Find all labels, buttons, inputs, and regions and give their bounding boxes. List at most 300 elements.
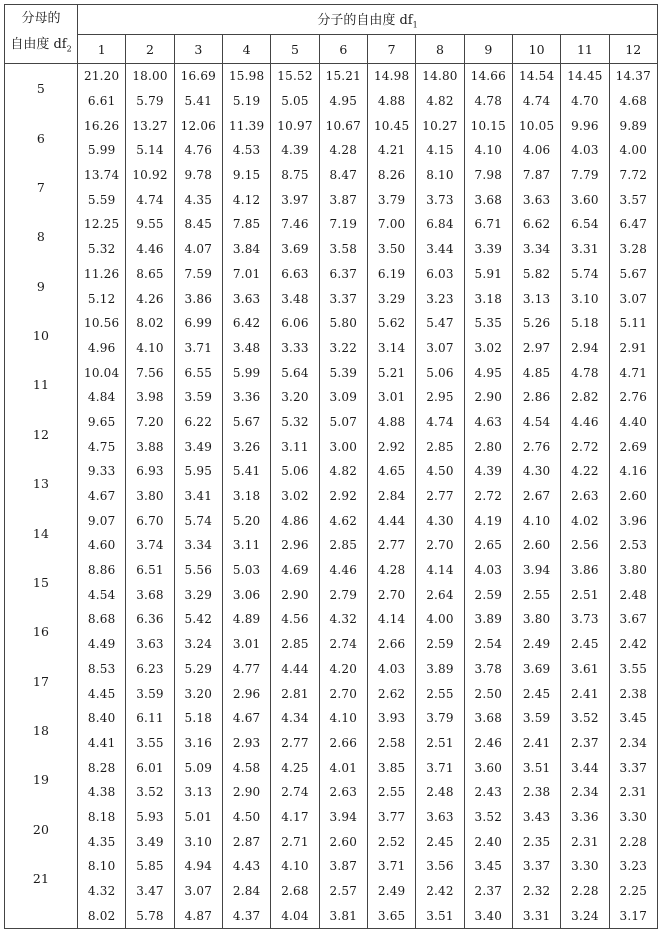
denominator-df-cell: 8	[5, 212, 78, 261]
table-header	[5, 5, 658, 64]
critical-value-cell: 4.67	[78, 484, 126, 509]
critical-value-cell: 2.52	[367, 829, 415, 854]
critical-value-cell: 4.38	[78, 780, 126, 805]
critical-value-cell: 3.48	[271, 286, 319, 311]
column-header: 9	[464, 35, 512, 64]
critical-value-cell: 7.46	[271, 212, 319, 237]
critical-value-cell: 2.77	[367, 533, 415, 558]
critical-value-cell: 3.87	[319, 187, 367, 212]
critical-value-cell: 7.56	[126, 360, 174, 385]
critical-value-cell: 7.19	[319, 212, 367, 237]
critical-value-cell: 5.26	[512, 311, 560, 336]
denominator-df-cell: 7	[5, 163, 78, 212]
critical-value-cell: 3.07	[174, 879, 222, 904]
critical-value-cell: 2.69	[609, 434, 657, 459]
table-row	[5, 113, 658, 138]
critical-value-cell: 6.47	[609, 212, 657, 237]
denominator-df-cell: 5	[5, 64, 78, 114]
critical-value-cell: 6.06	[271, 311, 319, 336]
critical-value-cell: 4.12	[222, 187, 270, 212]
critical-value-cell: 2.66	[367, 632, 415, 657]
critical-value-cell: 4.17	[271, 805, 319, 830]
critical-value-cell: 2.62	[367, 681, 415, 706]
critical-value-cell: 7.85	[222, 212, 270, 237]
critical-value-cell: 4.56	[271, 607, 319, 632]
column-header: 5	[271, 35, 319, 64]
critical-value-cell: 3.65	[367, 903, 415, 928]
critical-value-cell: 3.01	[367, 385, 415, 410]
denominator-df-cell: 12	[5, 410, 78, 459]
critical-value-cell: 5.80	[319, 311, 367, 336]
critical-value-cell: 15.21	[319, 64, 367, 89]
critical-value-cell: 6.03	[416, 262, 464, 287]
critical-value-cell: 8.65	[126, 262, 174, 287]
critical-value-cell: 3.96	[609, 508, 657, 533]
critical-value-cell: 3.06	[222, 582, 270, 607]
critical-value-cell: 3.74	[126, 533, 174, 558]
critical-value-cell: 5.19	[222, 89, 270, 114]
critical-value-cell: 2.31	[561, 829, 609, 854]
critical-value-cell: 6.22	[174, 410, 222, 435]
critical-value-cell: 4.82	[319, 459, 367, 484]
critical-value-cell: 4.07	[174, 237, 222, 262]
critical-value-cell: 9.55	[126, 212, 174, 237]
table-row	[5, 286, 658, 311]
table-body	[5, 64, 658, 929]
table-row	[5, 434, 658, 459]
critical-value-cell: 3.09	[319, 385, 367, 410]
critical-value-cell: 4.45	[78, 681, 126, 706]
critical-value-cell: 4.69	[271, 558, 319, 583]
critical-value-cell: 3.36	[561, 805, 609, 830]
critical-value-cell: 4.44	[271, 657, 319, 682]
critical-value-cell: 5.07	[319, 410, 367, 435]
table-row	[5, 582, 658, 607]
critical-value-cell: 4.34	[271, 706, 319, 731]
critical-value-cell: 5.64	[271, 360, 319, 385]
critical-value-cell: 2.48	[609, 582, 657, 607]
critical-value-cell: 8.75	[271, 163, 319, 188]
critical-value-cell: 4.10	[126, 336, 174, 361]
critical-value-cell: 4.20	[319, 657, 367, 682]
critical-value-cell: 10.04	[78, 360, 126, 385]
corner-subscript: 2	[66, 44, 72, 54]
critical-value-cell: 3.88	[126, 434, 174, 459]
table-row	[5, 632, 658, 657]
critical-value-cell: 2.37	[464, 879, 512, 904]
critical-value-cell: 6.93	[126, 459, 174, 484]
critical-value-cell: 2.95	[416, 385, 464, 410]
critical-value-cell: 6.99	[174, 311, 222, 336]
critical-value-cell: 3.69	[512, 657, 560, 682]
critical-value-cell: 3.60	[464, 755, 512, 780]
critical-value-cell: 4.84	[78, 385, 126, 410]
critical-value-cell: 2.96	[222, 681, 270, 706]
critical-value-cell: 2.82	[561, 385, 609, 410]
critical-value-cell: 2.72	[464, 484, 512, 509]
denominator-df-cell: 19	[5, 755, 78, 804]
critical-value-cell: 4.68	[609, 89, 657, 114]
critical-value-cell: 5.09	[174, 755, 222, 780]
critical-value-cell: 6.54	[561, 212, 609, 237]
critical-value-cell: 4.71	[609, 360, 657, 385]
critical-value-cell: 3.16	[174, 731, 222, 756]
critical-value-cell: 2.43	[464, 780, 512, 805]
critical-value-cell: 4.46	[126, 237, 174, 262]
critical-value-cell: 4.30	[512, 459, 560, 484]
numerator-subscript: 1	[412, 20, 418, 30]
table-row	[5, 903, 658, 928]
table-row	[5, 360, 658, 385]
critical-value-cell: 14.66	[464, 64, 512, 89]
critical-value-cell: 11.26	[78, 262, 126, 287]
critical-value-cell: 14.37	[609, 64, 657, 89]
critical-value-cell: 6.70	[126, 508, 174, 533]
critical-value-cell: 2.38	[512, 780, 560, 805]
critical-value-cell: 9.15	[222, 163, 270, 188]
critical-value-cell: 3.49	[174, 434, 222, 459]
critical-value-cell: 5.06	[416, 360, 464, 385]
critical-value-cell: 4.74	[512, 89, 560, 114]
critical-value-cell: 3.07	[416, 336, 464, 361]
critical-value-cell: 4.04	[271, 903, 319, 928]
critical-value-cell: 5.01	[174, 805, 222, 830]
critical-value-cell: 2.34	[609, 731, 657, 756]
denominator-df-cell: 14	[5, 508, 78, 557]
table-row	[5, 607, 658, 632]
critical-value-cell: 2.60	[319, 829, 367, 854]
critical-value-cell: 3.86	[174, 286, 222, 311]
critical-value-cell: 7.79	[561, 163, 609, 188]
critical-value-cell: 2.76	[512, 434, 560, 459]
critical-value-cell: 2.65	[464, 533, 512, 558]
critical-value-cell: 2.77	[416, 484, 464, 509]
critical-value-cell: 10.56	[78, 311, 126, 336]
critical-value-cell: 4.10	[319, 706, 367, 731]
critical-value-cell: 5.93	[126, 805, 174, 830]
critical-value-cell: 4.10	[512, 508, 560, 533]
critical-value-cell: 2.35	[512, 829, 560, 854]
critical-value-cell: 4.82	[416, 89, 464, 114]
critical-value-cell: 3.10	[174, 829, 222, 854]
critical-value-cell: 4.35	[174, 187, 222, 212]
critical-value-cell: 7.87	[512, 163, 560, 188]
critical-value-cell: 4.06	[512, 138, 560, 163]
critical-value-cell: 2.59	[464, 582, 512, 607]
critical-value-cell: 3.24	[561, 903, 609, 928]
critical-value-cell: 2.85	[416, 434, 464, 459]
critical-value-cell: 6.63	[271, 262, 319, 287]
critical-value-cell: 5.18	[561, 311, 609, 336]
critical-value-cell: 3.55	[126, 731, 174, 756]
critical-value-cell: 5.99	[222, 360, 270, 385]
critical-value-cell: 4.43	[222, 854, 270, 879]
table-row	[5, 731, 658, 756]
critical-value-cell: 5.41	[174, 89, 222, 114]
critical-value-cell: 6.51	[126, 558, 174, 583]
critical-value-cell: 10.92	[126, 163, 174, 188]
critical-value-cell: 3.52	[464, 805, 512, 830]
critical-value-cell: 4.35	[78, 829, 126, 854]
denominator-df-cell: 17	[5, 657, 78, 706]
denominator-df-cell: 16	[5, 607, 78, 656]
critical-value-cell: 2.58	[367, 731, 415, 756]
critical-value-cell: 2.92	[367, 434, 415, 459]
critical-value-cell: 3.56	[416, 854, 464, 879]
critical-value-cell: 4.94	[174, 854, 222, 879]
critical-value-cell: 3.79	[367, 187, 415, 212]
critical-value-cell: 2.85	[271, 632, 319, 657]
critical-value-cell: 15.98	[222, 64, 270, 89]
critical-value-cell: 3.23	[416, 286, 464, 311]
critical-value-cell: 4.19	[464, 508, 512, 533]
critical-value-cell: 3.14	[367, 336, 415, 361]
critical-value-cell: 3.02	[464, 336, 512, 361]
critical-value-cell: 3.29	[174, 582, 222, 607]
critical-value-cell: 4.21	[367, 138, 415, 163]
critical-value-cell: 2.60	[609, 484, 657, 509]
critical-value-cell: 5.74	[174, 508, 222, 533]
critical-value-cell: 4.60	[78, 533, 126, 558]
critical-value-cell: 2.72	[561, 434, 609, 459]
critical-value-cell: 6.01	[126, 755, 174, 780]
critical-value-cell: 2.45	[561, 632, 609, 657]
critical-value-cell: 10.15	[464, 113, 512, 138]
critical-value-cell: 3.94	[512, 558, 560, 583]
critical-value-cell: 2.91	[609, 336, 657, 361]
critical-value-cell: 4.88	[367, 89, 415, 114]
critical-value-cell: 7.72	[609, 163, 657, 188]
critical-value-cell: 3.11	[222, 533, 270, 558]
denominator-df-header	[5, 5, 78, 64]
critical-value-cell: 4.32	[78, 879, 126, 904]
column-header: 1	[78, 35, 126, 64]
critical-value-cell: 8.45	[174, 212, 222, 237]
critical-value-cell: 5.05	[271, 89, 319, 114]
critical-value-cell: 5.32	[78, 237, 126, 262]
critical-value-cell: 3.93	[367, 706, 415, 731]
critical-value-cell: 4.70	[561, 89, 609, 114]
critical-value-cell: 4.39	[271, 138, 319, 163]
table-row	[5, 681, 658, 706]
critical-value-cell: 5.47	[416, 311, 464, 336]
critical-value-cell: 3.71	[367, 854, 415, 879]
critical-value-cell: 6.37	[319, 262, 367, 287]
critical-value-cell: 21.20	[78, 64, 126, 89]
critical-value-cell: 2.45	[416, 829, 464, 854]
table-row	[5, 780, 658, 805]
critical-value-cell: 2.60	[512, 533, 560, 558]
critical-value-cell: 4.14	[416, 558, 464, 583]
table-row	[5, 459, 658, 484]
critical-value-cell: 4.46	[319, 558, 367, 583]
critical-value-cell: 2.74	[319, 632, 367, 657]
critical-value-cell: 4.01	[319, 755, 367, 780]
critical-value-cell: 4.30	[416, 508, 464, 533]
critical-value-cell: 3.48	[222, 336, 270, 361]
critical-value-cell: 2.57	[319, 879, 367, 904]
critical-value-cell: 4.88	[367, 410, 415, 435]
critical-value-cell: 7.20	[126, 410, 174, 435]
table-row	[5, 187, 658, 212]
critical-value-cell: 4.53	[222, 138, 270, 163]
critical-value-cell: 2.46	[464, 731, 512, 756]
critical-value-cell: 5.42	[174, 607, 222, 632]
critical-value-cell: 2.41	[512, 731, 560, 756]
numerator-title: 分子的自由度 df	[317, 13, 413, 29]
column-header: 4	[222, 35, 270, 64]
critical-value-cell: 2.92	[319, 484, 367, 509]
column-header: 7	[367, 35, 415, 64]
critical-value-cell: 2.67	[512, 484, 560, 509]
critical-value-cell: 5.85	[126, 854, 174, 879]
critical-value-cell: 3.67	[609, 607, 657, 632]
numerator-df-header	[78, 5, 658, 35]
critical-value-cell: 13.74	[78, 163, 126, 188]
critical-value-cell: 3.44	[416, 237, 464, 262]
critical-value-cell: 9.78	[174, 163, 222, 188]
denominator-df-cell: 15	[5, 558, 78, 607]
critical-value-cell: 4.75	[78, 434, 126, 459]
critical-value-cell: 5.21	[367, 360, 415, 385]
denominator-df-cell: 9	[5, 262, 78, 311]
critical-value-cell: 3.55	[609, 657, 657, 682]
critical-value-cell: 2.64	[416, 582, 464, 607]
critical-value-cell: 3.28	[609, 237, 657, 262]
table-row	[5, 558, 658, 583]
denominator-df-cell: 20	[5, 805, 78, 854]
critical-value-cell: 3.26	[222, 434, 270, 459]
critical-value-cell: 2.41	[561, 681, 609, 706]
critical-value-cell: 3.78	[464, 657, 512, 682]
critical-value-cell: 3.24	[174, 632, 222, 657]
critical-value-cell: 3.73	[561, 607, 609, 632]
denominator-df-cell: 10	[5, 311, 78, 360]
critical-value-cell: 2.31	[609, 780, 657, 805]
critical-value-cell: 2.50	[464, 681, 512, 706]
critical-value-cell: 3.68	[464, 187, 512, 212]
table-row	[5, 163, 658, 188]
critical-value-cell: 3.11	[271, 434, 319, 459]
critical-value-cell: 3.51	[416, 903, 464, 928]
critical-value-cell: 4.03	[561, 138, 609, 163]
critical-value-cell: 4.37	[222, 903, 270, 928]
critical-value-cell: 16.26	[78, 113, 126, 138]
critical-value-cell: 6.62	[512, 212, 560, 237]
critical-value-cell: 4.44	[367, 508, 415, 533]
critical-value-cell: 3.68	[126, 582, 174, 607]
critical-value-cell: 3.80	[126, 484, 174, 509]
critical-value-cell: 6.23	[126, 657, 174, 682]
critical-value-cell: 4.25	[271, 755, 319, 780]
critical-value-cell: 5.67	[222, 410, 270, 435]
column-header: 3	[174, 35, 222, 64]
critical-value-cell: 2.80	[464, 434, 512, 459]
critical-value-cell: 4.89	[222, 607, 270, 632]
table-row	[5, 64, 658, 89]
critical-value-cell: 3.47	[126, 879, 174, 904]
critical-value-cell: 4.22	[561, 459, 609, 484]
critical-value-cell: 3.23	[609, 854, 657, 879]
critical-value-cell: 5.74	[561, 262, 609, 287]
critical-value-cell: 4.02	[561, 508, 609, 533]
critical-value-cell: 3.59	[126, 681, 174, 706]
critical-value-cell: 5.20	[222, 508, 270, 533]
critical-value-cell: 3.98	[126, 385, 174, 410]
table-row	[5, 336, 658, 361]
critical-value-cell: 3.44	[561, 755, 609, 780]
critical-value-cell: 10.67	[319, 113, 367, 138]
critical-value-cell: 3.69	[271, 237, 319, 262]
critical-value-cell: 4.15	[416, 138, 464, 163]
critical-value-cell: 3.97	[271, 187, 319, 212]
critical-value-cell: 5.32	[271, 410, 319, 435]
critical-value-cell: 4.95	[464, 360, 512, 385]
critical-value-cell: 4.28	[367, 558, 415, 583]
column-header: 2	[126, 35, 174, 64]
critical-value-cell: 3.37	[319, 286, 367, 311]
critical-value-cell: 2.51	[561, 582, 609, 607]
critical-value-cell: 3.87	[319, 854, 367, 879]
critical-value-cell: 5.06	[271, 459, 319, 484]
critical-value-cell: 4.95	[319, 89, 367, 114]
critical-value-cell: 8.28	[78, 755, 126, 780]
critical-value-cell: 3.79	[416, 706, 464, 731]
table-row	[5, 657, 658, 682]
denominator-df-cell	[5, 903, 78, 928]
critical-value-cell: 4.14	[367, 607, 415, 632]
critical-value-cell: 4.62	[319, 508, 367, 533]
critical-value-cell: 6.71	[464, 212, 512, 237]
critical-value-cell: 2.90	[222, 780, 270, 805]
critical-value-cell: 3.52	[561, 706, 609, 731]
column-header: 11	[561, 35, 609, 64]
critical-value-cell: 3.94	[319, 805, 367, 830]
critical-value-cell: 4.26	[126, 286, 174, 311]
critical-value-cell: 3.37	[512, 854, 560, 879]
table-row	[5, 311, 658, 336]
critical-value-cell: 3.13	[512, 286, 560, 311]
critical-value-cell: 5.14	[126, 138, 174, 163]
critical-value-cell: 4.03	[367, 657, 415, 682]
critical-value-cell: 2.70	[416, 533, 464, 558]
critical-value-cell: 3.33	[271, 336, 319, 361]
table-row	[5, 385, 658, 410]
critical-value-cell: 3.63	[512, 187, 560, 212]
critical-value-cell: 3.60	[561, 187, 609, 212]
critical-value-cell: 2.76	[609, 385, 657, 410]
critical-value-cell: 3.43	[512, 805, 560, 830]
critical-value-cell: 7.01	[222, 262, 270, 287]
critical-value-cell: 4.50	[222, 805, 270, 830]
critical-value-cell: 8.68	[78, 607, 126, 632]
critical-value-cell: 9.65	[78, 410, 126, 435]
critical-value-cell: 7.98	[464, 163, 512, 188]
critical-value-cell: 6.19	[367, 262, 415, 287]
critical-value-cell: 3.59	[512, 706, 560, 731]
denominator-df-cell: 18	[5, 706, 78, 755]
critical-value-cell: 4.76	[174, 138, 222, 163]
critical-value-cell: 2.77	[271, 731, 319, 756]
critical-value-cell: 3.00	[319, 434, 367, 459]
critical-value-cell: 15.52	[271, 64, 319, 89]
critical-value-cell: 4.96	[78, 336, 126, 361]
critical-value-cell: 5.35	[464, 311, 512, 336]
critical-value-cell: 2.93	[222, 731, 270, 756]
critical-value-cell: 9.33	[78, 459, 126, 484]
critical-value-cell: 14.80	[416, 64, 464, 89]
critical-value-cell: 8.02	[78, 903, 126, 928]
